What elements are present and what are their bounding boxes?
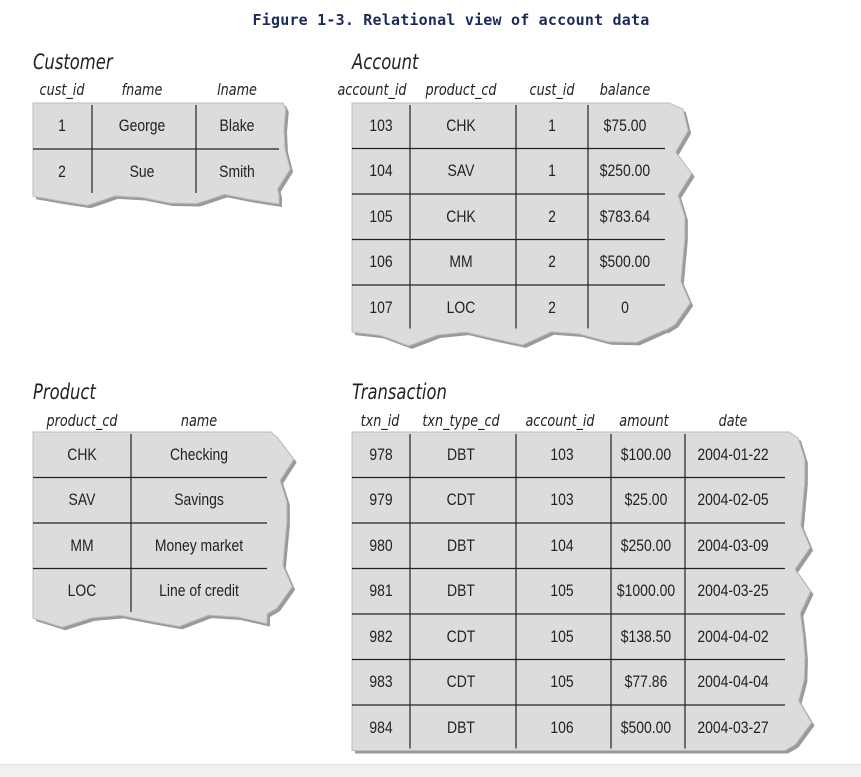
account-cell-cust-id: 2 [548, 206, 556, 226]
customer-cell-fname: Sue [129, 162, 155, 181]
transaction-cell-account-id: 103 [550, 490, 574, 510]
transaction-header-date: date [718, 411, 748, 430]
transaction-cell-account-id: 106 [550, 717, 574, 737]
account-table-title: Account [352, 50, 419, 74]
transaction-header-amount: amount [619, 411, 669, 430]
account-header-cust-id: cust_id [529, 80, 575, 99]
product-cell-product-cd: CHK [67, 444, 97, 464]
account-cell-account-id: 103 [369, 115, 393, 135]
customer-table-title: Customer [33, 50, 113, 74]
transaction-cell-date: 2004-02-05 [697, 490, 769, 510]
account-cell-account-id: 105 [369, 206, 393, 226]
account-cell-cust-id: 1 [548, 115, 556, 135]
customer-header-lname: lname [217, 80, 257, 99]
transaction-cell-date: 2004-03-09 [697, 535, 769, 555]
product-cell-product-cd: SAV [68, 490, 96, 510]
transaction-cell-txn-id: 981 [369, 581, 393, 601]
transaction-header-txn-type-cd: txn_type_cd [422, 411, 500, 430]
account-header-balance: balance [599, 80, 651, 99]
product-cell-product-cd: LOC [67, 581, 97, 601]
account-cell-account-id: 106 [369, 252, 393, 272]
transaction-header-account-id: account_id [525, 411, 595, 430]
transaction-cell-amount: $25.00 [624, 490, 668, 510]
product-header-name: name [180, 411, 218, 430]
product-cell-name: Money market [154, 535, 244, 555]
account-cell-balance: $250.00 [599, 161, 651, 181]
account-cell-product-cd: LOC [446, 297, 476, 317]
transaction-cell-txn-type-cd: DBT [447, 444, 475, 464]
transaction-cell-amount: $77.86 [624, 672, 668, 692]
transaction-cell-date: 2004-03-25 [697, 581, 769, 601]
transaction-cell-amount: $250.00 [620, 535, 672, 555]
product-header-product-cd: product_cd [46, 411, 118, 430]
account-cell-balance: $75.00 [603, 115, 647, 135]
customer-cell-lname: Blake [219, 116, 255, 135]
transaction-cell-txn-id: 983 [369, 672, 393, 692]
transaction-table-title: Transaction [352, 380, 447, 404]
customer-cell-cust-id: 2 [58, 162, 66, 181]
product-cell-name: Checking [169, 444, 229, 464]
status-bar [0, 764, 861, 777]
transaction-cell-date: 2004-03-27 [697, 717, 769, 737]
account-cell-balance: $783.64 [599, 206, 651, 226]
account-cell-product-cd: CHK [446, 206, 476, 226]
customer-cell-cust-id: 1 [58, 116, 66, 135]
product-cell-name: Line of credit [159, 581, 239, 601]
product-table-title: Product [33, 380, 96, 404]
transaction-cell-txn-id: 984 [369, 717, 393, 737]
transaction-cell-date: 2004-01-22 [697, 444, 769, 464]
customer-cell-fname: George [118, 116, 166, 135]
account-header-account-id: account_id [337, 80, 407, 99]
transaction-cell-txn-id: 982 [369, 626, 393, 646]
transaction-cell-date: 2004-04-02 [697, 626, 769, 646]
transaction-cell-txn-type-cd: CDT [446, 490, 476, 510]
transaction-cell-txn-type-cd: CDT [446, 672, 476, 692]
customer-cell-lname: Smith [219, 162, 255, 181]
account-cell-product-cd: MM [449, 252, 473, 272]
transaction-cell-account-id: 104 [550, 535, 574, 555]
account-cell-cust-id: 2 [548, 297, 556, 317]
transaction-cell-txn-id: 978 [369, 444, 393, 464]
customer-header-cust-id: cust_id [39, 80, 85, 99]
account-cell-balance: $500.00 [599, 252, 651, 272]
transaction-cell-amount: $138.50 [620, 626, 672, 646]
transaction-cell-account-id: 105 [550, 581, 574, 601]
transaction-cell-txn-type-cd: DBT [447, 535, 475, 555]
account-cell-product-cd: SAV [447, 161, 475, 181]
product-cell-name: Savings [174, 490, 224, 510]
account-cell-account-id: 104 [369, 161, 393, 181]
account-cell-account-id: 107 [369, 297, 393, 317]
transaction-header-txn-id: txn_id [360, 411, 400, 430]
transaction-cell-txn-type-cd: CDT [446, 626, 476, 646]
transaction-cell-amount: $1000.00 [616, 581, 676, 601]
transaction-cell-txn-id: 979 [369, 490, 393, 510]
transaction-cell-amount: $500.00 [620, 717, 672, 737]
transaction-cell-account-id: 105 [550, 672, 574, 692]
account-cell-cust-id: 2 [548, 252, 556, 272]
transaction-cell-txn-id: 980 [369, 535, 393, 555]
account-cell-product-cd: CHK [446, 115, 476, 135]
account-cell-balance: 0 [621, 297, 629, 317]
account-cell-cust-id: 1 [548, 161, 556, 181]
account-header-product-cd: product_cd [425, 80, 497, 99]
transaction-cell-amount: $100.00 [620, 444, 672, 464]
transaction-cell-txn-type-cd: DBT [447, 717, 475, 737]
transaction-cell-account-id: 103 [550, 444, 574, 464]
figure-caption: Figure 1-3. Relational view of account data [252, 11, 650, 29]
customer-header-fname: fname [121, 80, 163, 99]
transaction-cell-txn-type-cd: DBT [447, 581, 475, 601]
transaction-cell-date: 2004-04-04 [697, 672, 769, 692]
transaction-cell-account-id: 105 [550, 626, 574, 646]
product-cell-product-cd: MM [70, 535, 94, 555]
